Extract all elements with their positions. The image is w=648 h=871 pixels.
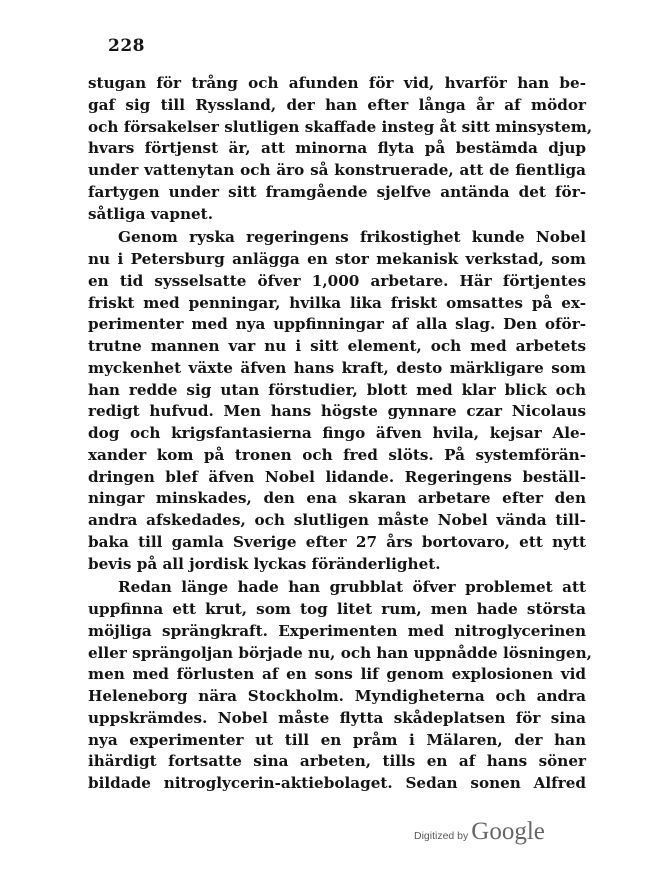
text-line: nya experimenter ut till en pråm i Mälaren, der han: [88, 730, 586, 749]
text-line: ihärdigt fortsatte sina arbeten, tills en af hans söner: [88, 752, 586, 771]
body-text: [88, 73, 593, 795]
text-line: Heleneborg nära Stockholm. Myndigheterna och andra: [88, 687, 586, 705]
text-line: stugan för trång och afunden för vid, hvarför han be-: [88, 74, 586, 92]
text-line: perimenter med nya uppfinningar af alla slag. Den oför-: [88, 315, 586, 334]
paragraph-1: [88, 73, 593, 225]
text-line: nu i Petersburg anlägga en stor mekanisk verkstad, som: [88, 250, 586, 268]
text-line: gaf sig till Ryssland, der han efter långa år af mödor: [88, 95, 586, 114]
text-line: och försakelser slutligen skaffade insteg åt sitt minsystem,: [88, 117, 593, 136]
text-line: redigt hufvud. Men hans högste gynnare czar Nicolaus: [88, 402, 586, 421]
text-line: en tid sysselsatte öfver 1,000 arbetare. Här förtjentes: [88, 271, 586, 290]
google-logo: Google: [471, 818, 545, 845]
text-line: möjliga sprängkraft. Experimenten med nitroglycerinen: [88, 621, 586, 640]
text-line: hvars förtjenst är, att minorna flyta på bestämda djup: [88, 139, 586, 158]
text-line: andra afskedades, och slutligen måste Nobel vända till-: [88, 511, 586, 529]
text-line: myckenhet växte äfven hans kraft, desto märkligare som: [88, 358, 586, 377]
page-number: 228: [108, 36, 145, 56]
text-line: men med förlusten af en sons lif genom explosionen vid: [88, 665, 586, 684]
text-line: eller sprängoljan började nu, och han uppnådde lösningen,: [88, 643, 592, 662]
text-line: bildade nitroglycerin-aktiebolaget. Sedan sonen Alfred: [88, 774, 586, 792]
text-line: uppskrämdes. Nobel måste flytta skådeplatsen för sina: [88, 708, 586, 727]
text-line: trutne mannen var nu i sitt element, och med arbetets: [88, 337, 586, 355]
text-line: uppfinna ett krut, som tog litet rum, men hade största: [88, 600, 586, 618]
text-line: under vattenytan och äro så konstruerade, att de fientliga: [88, 161, 586, 179]
digitized-by-watermark: [414, 818, 545, 846]
text-line: baka till gamla Sverige efter 27 års bortovaro, ett nytt: [88, 532, 586, 551]
text-line: dog och krigsfantasierna fingo äfven hvila, kejsar Ale-: [88, 424, 586, 442]
paragraph-2: [88, 227, 586, 575]
paragraph-3: [88, 577, 592, 795]
text-line: dringen blef äfven Nobel lidande. Regeringens beställ-: [88, 467, 586, 486]
text-line: fartygen under sitt framgående sjelfve antända det för-: [88, 182, 586, 201]
text-line: bevis på all jordisk lyckas föränderlighet.: [88, 554, 441, 573]
text-line: friskt med penningar, hvilka lika friskt omsattes på ex-: [88, 293, 586, 312]
text-line: såtliga vapnet.: [88, 204, 213, 223]
text-line: han redde sig utan förstudier, blott med klar blick och: [88, 380, 586, 399]
text-line: Genom ryska regeringens frikostighet kunde Nobel: [118, 228, 586, 247]
text-line: xander kom på tronen och fred slöts. På systemförän-: [88, 445, 586, 464]
digitized-label: Digitized by: [414, 830, 469, 842]
text-line: Redan länge hade han grubblat öfver problemet att: [118, 578, 586, 597]
text-line: ningar minskades, den ena skaran arbetare efter den: [88, 489, 586, 508]
